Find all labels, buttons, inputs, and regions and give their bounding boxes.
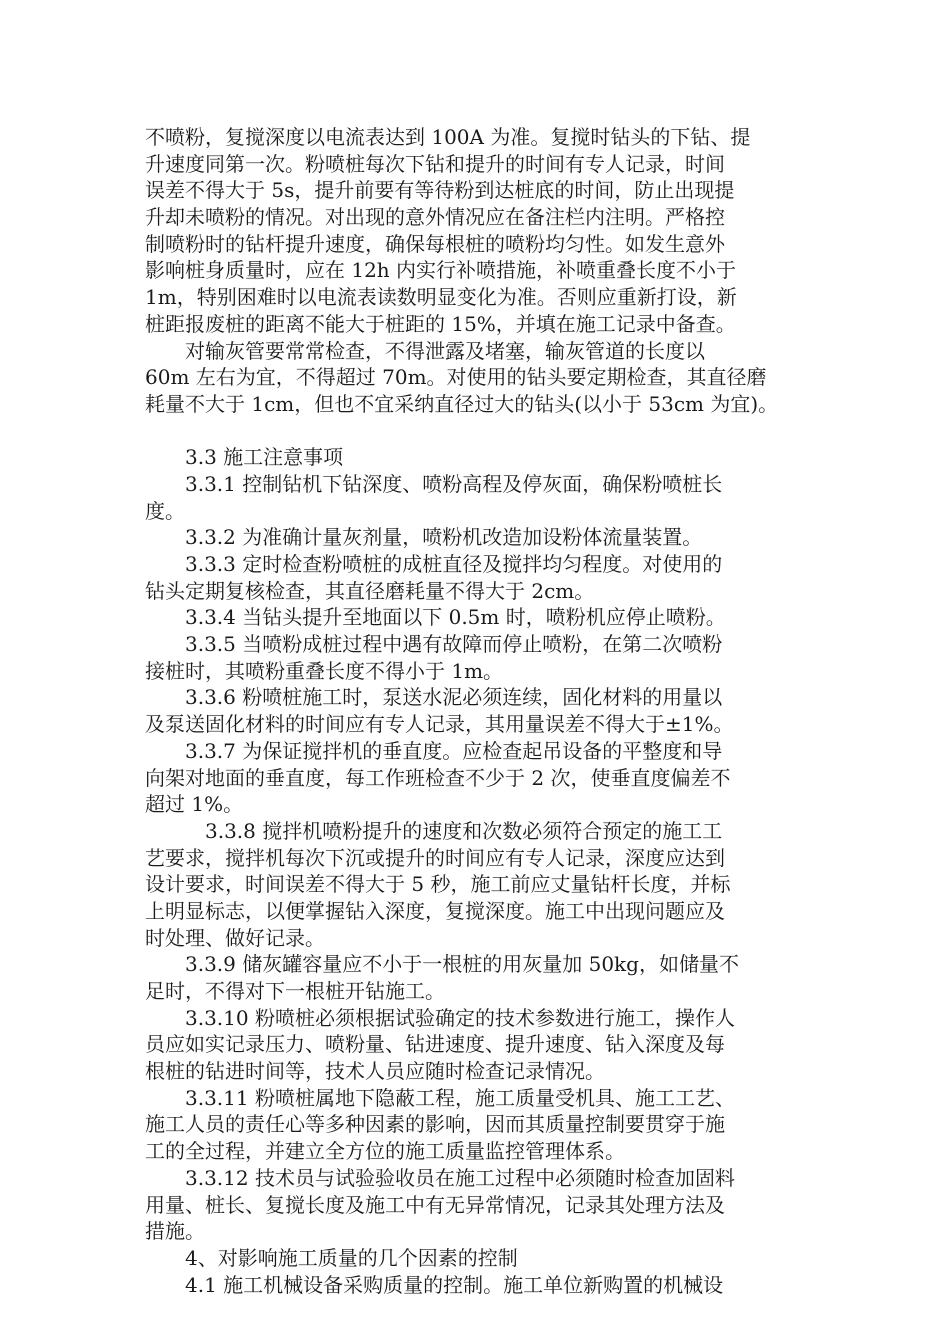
text-line: 度。 xyxy=(145,498,185,523)
text-line: 3.3.7 为保证搅拌机的垂直度。应检查起吊设备的平整度和导 xyxy=(145,738,723,763)
text-line: 60m 左右为宜，不得超过 70m。对使用的钻头要定期检查，其直径磨 xyxy=(145,365,767,390)
text-line: 时处理、做好记录。 xyxy=(145,925,325,950)
text-line: 制喷粉时的钻杆提升速度，确保每根桩的喷粉均匀性。如发生意外 xyxy=(145,231,725,256)
text-line: 3.3.6 粉喷桩施工时，泵送水泥必须连续，固化材料的用量以 xyxy=(145,685,723,710)
text-line: 3.3.5 当喷粉成桩过程中遇有故障而停止喷粉，在第二次喷粉 xyxy=(145,632,723,657)
text-line: 措施。 xyxy=(145,1219,205,1244)
text-line: 3.3.3 定时检查粉喷桩的成桩直径及搅拌均匀程度。对使用的 xyxy=(145,552,723,576)
blank-line xyxy=(145,418,825,445)
text-line: 3.3.2 为准确计量灰剂量，喷粉机改造加设粉体流量装置。 xyxy=(145,525,703,550)
text-line: 3.3.11 粉喷桩属地下隐蔽工程，施工质量受机具、施工工艺、 xyxy=(145,1085,735,1110)
text-line: 升却未喷粉的情况。对出现的意外情况应在备注栏内注明。严格控 xyxy=(145,205,725,230)
text-line: 3.3 施工注意事项 xyxy=(145,445,344,470)
text-line: 影响桩身质量时，应在 12h 内实行补喷措施，补喷重叠长度不小于 xyxy=(145,258,737,283)
text-line: 4、对影响施工质量的几个因素的控制 xyxy=(145,1245,518,1270)
text-line: 3.3.10 粉喷桩必须根据试验确定的技术参数进行施工，操作人 xyxy=(145,1005,735,1030)
text-line: 1m，特别困难时以电流表读数明显变化为准。否则应重新打设，新 xyxy=(145,285,737,310)
text-line: 施工人员的责任心等多种因素的影响，因而其质量控制要贯穿于施 xyxy=(145,1112,725,1137)
text-line: 用量、桩长、复搅长度及施工中有无异常情况，记录其处理方法及 xyxy=(145,1192,725,1217)
text-line: 接桩时，其喷粉重叠长度不得小于 1m。 xyxy=(145,658,504,683)
text-line: 超过 1%。 xyxy=(145,792,244,817)
text-line: 及泵送固化材料的时间应有专人记录，其用量误差不得大于±1%。 xyxy=(145,712,734,737)
text-line: 4.1 施工机械设备采购质量的控制。施工单位新购置的机械设 xyxy=(145,1272,724,1297)
text-line: 对输灰管要常常检查，不得泄露及堵塞，输灰管道的长度以 xyxy=(145,338,705,363)
text-line: 桩距报废桩的距离不能大于桩距的 15%，并填在施工记录中备查。 xyxy=(145,311,736,336)
text-line: 3.3.4 当钻头提升至地面以下 0.5m 时，喷粉机应停止喷粉。 xyxy=(145,605,726,630)
text-line: 根桩的钻进时间等，技术人员应随时检查记录情况。 xyxy=(145,1059,605,1084)
text-line: 员应如实记录压力、喷粉量、钻进速度、提升速度、钻入深度及每 xyxy=(145,1032,725,1057)
document-body xyxy=(145,124,825,1298)
text-line: 足时，不得对下一根桩开钻施工。 xyxy=(145,979,445,1003)
text-line: 向架对地面的垂直度，每工作班检查不少于 2 次，使垂直度偏差不 xyxy=(145,765,731,790)
text-line: 艺要求，搅拌机每次下沉或提升的时间应有专人记录，深度应达到 xyxy=(145,845,725,870)
text-line: 3.3.8 搅拌机喷粉提升的速度和次数必须符合预定的施工工 xyxy=(145,818,723,843)
text-line: 3.3.12 技术员与试验验收员在施工过程中必须随时检查加固料 xyxy=(145,1165,735,1190)
text-line: 3.3.1 控制钻机下钻深度、喷粉高程及停灰面，确保粉喷桩长 xyxy=(145,471,723,496)
text-line: 3.3.9 储灰罐容量应不小于一根桩的用灰量加 50kg，如储量不 xyxy=(145,952,739,977)
text-line: 不喷粉，复搅深度以电流表达到 100A 为准。复搅时钻头的下钻、提 xyxy=(145,125,751,149)
text-line: 升速度同第一次。粉喷桩每次下钻和提升的时间有专人记录，时间 xyxy=(145,151,725,176)
text-line: 工的全过程，并建立全方位的施工质量监控管理体系。 xyxy=(145,1139,625,1164)
text-line: 钻头定期复核检查，其直径磨耗量不得大于 2cm。 xyxy=(145,578,595,603)
text-line: 耗量不大于 1cm，但也不宜采纳直径过大的钻头(以小于 53cm 为宜)。 xyxy=(145,391,779,416)
text-line: 上明显标志，以便掌握钻入深度，复搅深度。施工中出现问题应及 xyxy=(145,898,725,923)
text-line: 设计要求，时间误差不得大于 5 秒，施工前应丈量钻杆长度，并标 xyxy=(145,872,731,897)
text-line: 误差不得大于 5s，提升前要有等待粉到达桩底的时间，防止出现提 xyxy=(145,178,735,203)
